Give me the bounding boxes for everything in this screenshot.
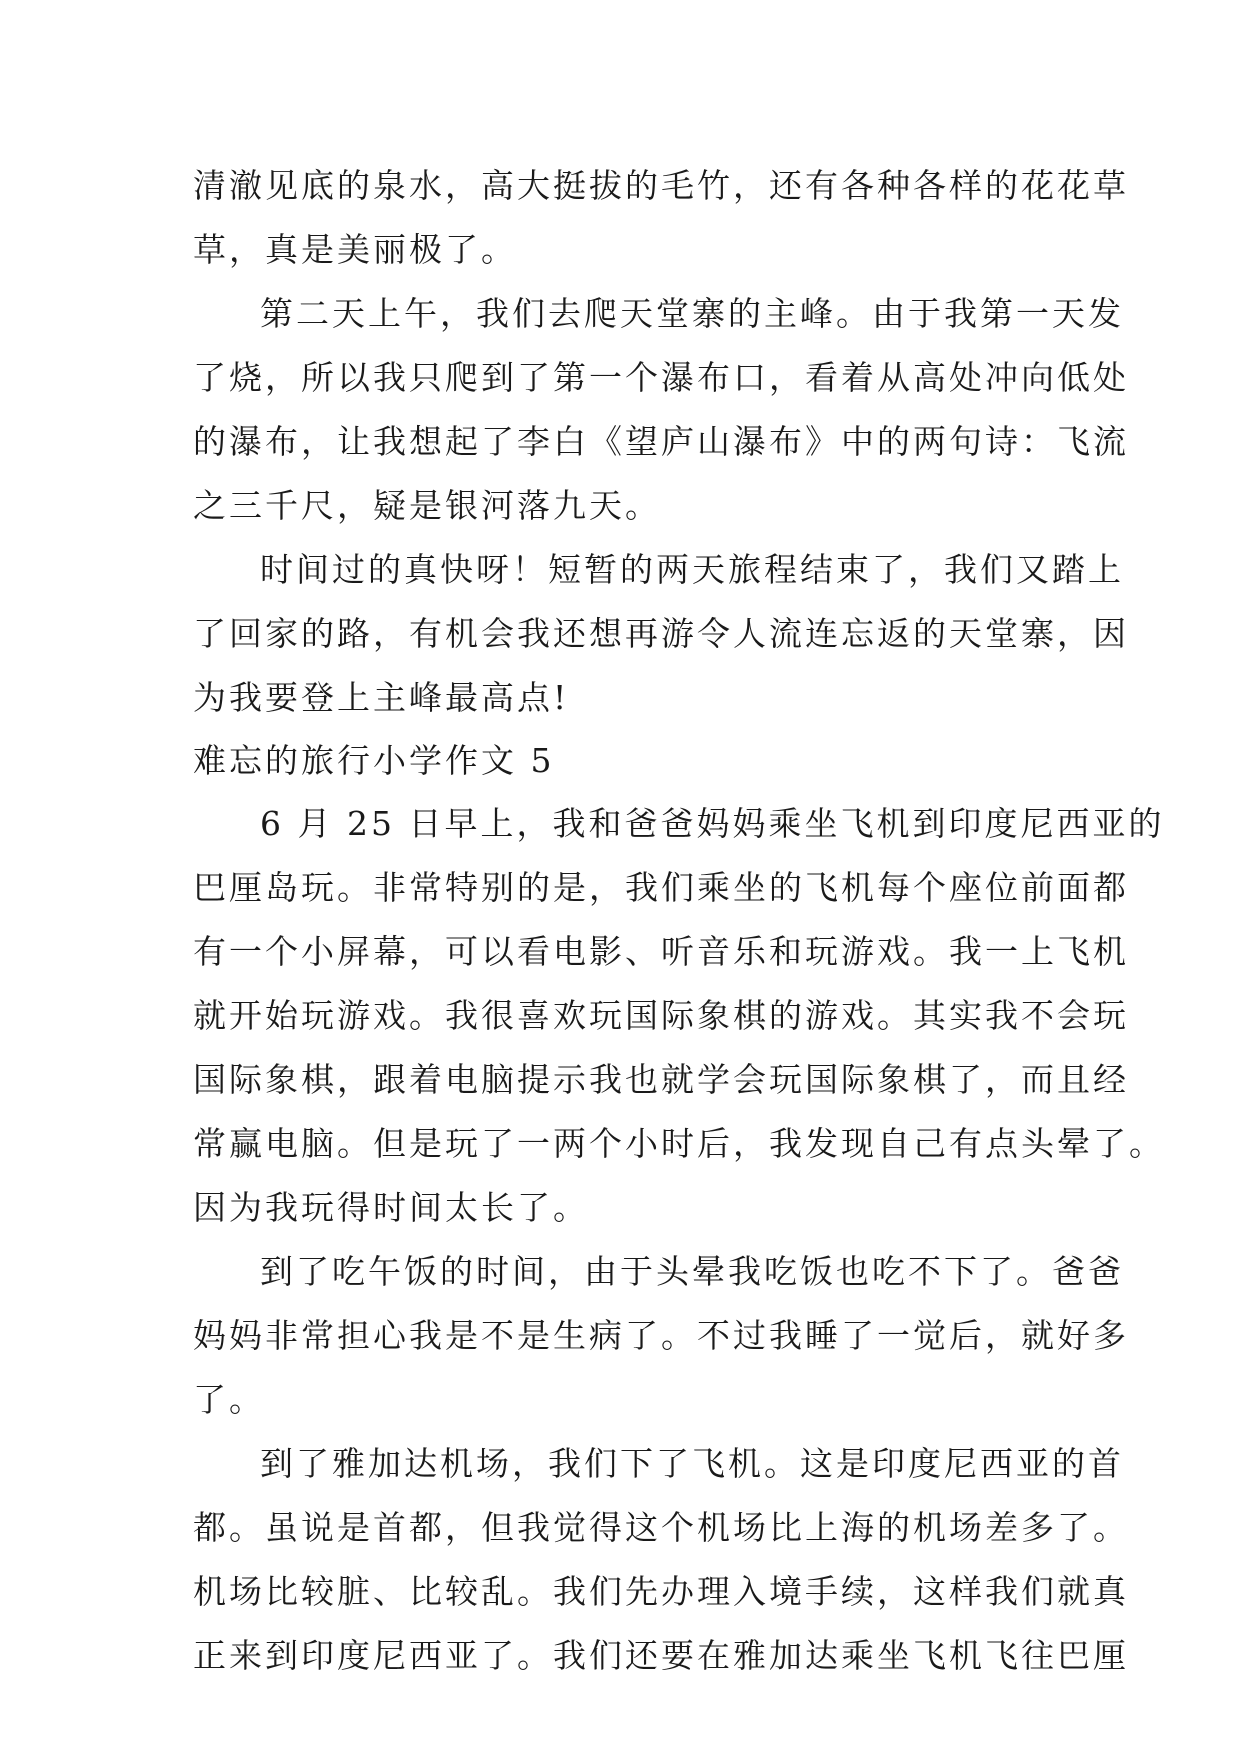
paragraph-start: 第二天上午，我们去爬天堂寨的主峰。由于我第一天发: [260, 294, 1124, 333]
paragraph-start: 到了吃午饭的时间，由于头晕我吃饭也吃不下了。爸爸: [260, 1252, 1124, 1291]
text-line: 了回家的路，有机会我还想再游令人流连忘返的天堂寨，因: [193, 614, 1129, 653]
document-page: [193, 154, 1165, 1688]
paragraph-start: 6 月 25 日早上，我和爸爸妈妈乘坐飞机到印度尼西亚的: [260, 804, 1165, 843]
text-line: 了。: [193, 1380, 265, 1419]
text-line: 因为我玩得时间太长了。: [193, 1188, 589, 1227]
text-line: 巴厘岛玩。非常特别的是，我们乘坐的飞机每个座位前面都: [193, 868, 1129, 907]
text-line: 了烧，所以我只爬到了第一个瀑布口，看着从高处冲向低处: [193, 358, 1129, 397]
section-heading: 难忘的旅行小学作文 5: [193, 741, 555, 780]
text-line: 之三千尺，疑是银河落九天。: [193, 486, 661, 525]
text-line: 常赢电脑。但是玩了一两个小时后，我发现自己有点头晕了。: [193, 1124, 1165, 1163]
text-line: 正来到印度尼西亚了。我们还要在雅加达乘坐飞机飞往巴厘: [193, 1636, 1129, 1675]
text-line: 妈妈非常担心我是不是生病了。不过我睡了一觉后，就好多: [193, 1316, 1129, 1355]
paragraph-start: 时间过的真快呀！短暂的两天旅程结束了，我们又踏上: [260, 550, 1124, 589]
text-line: 为我要登上主峰最高点!: [193, 678, 570, 717]
text-line: 有一个小屏幕，可以看电影、听音乐和玩游戏。我一上飞机: [193, 932, 1129, 971]
text-line: 清澈见底的泉水，高大挺拔的毛竹，还有各种各样的花花草: [193, 166, 1129, 205]
text-line: 就开始玩游戏。我很喜欢玩国际象棋的游戏。其实我不会玩: [193, 996, 1129, 1035]
text-line: 草，真是美丽极了。: [193, 230, 517, 269]
paragraph-start: 到了雅加达机场，我们下了飞机。这是印度尼西亚的首: [260, 1444, 1124, 1483]
text-line: 都。虽说是首都，但我觉得这个机场比上海的机场差多了。: [193, 1508, 1129, 1547]
text-line: 国际象棋，跟着电脑提示我也就学会玩国际象棋了，而且经: [193, 1060, 1129, 1099]
text-line: 机场比较脏、比较乱。我们先办理入境手续，这样我们就真: [193, 1572, 1129, 1611]
text-line: 的瀑布，让我想起了李白《望庐山瀑布》中的两句诗：飞流: [193, 422, 1129, 461]
